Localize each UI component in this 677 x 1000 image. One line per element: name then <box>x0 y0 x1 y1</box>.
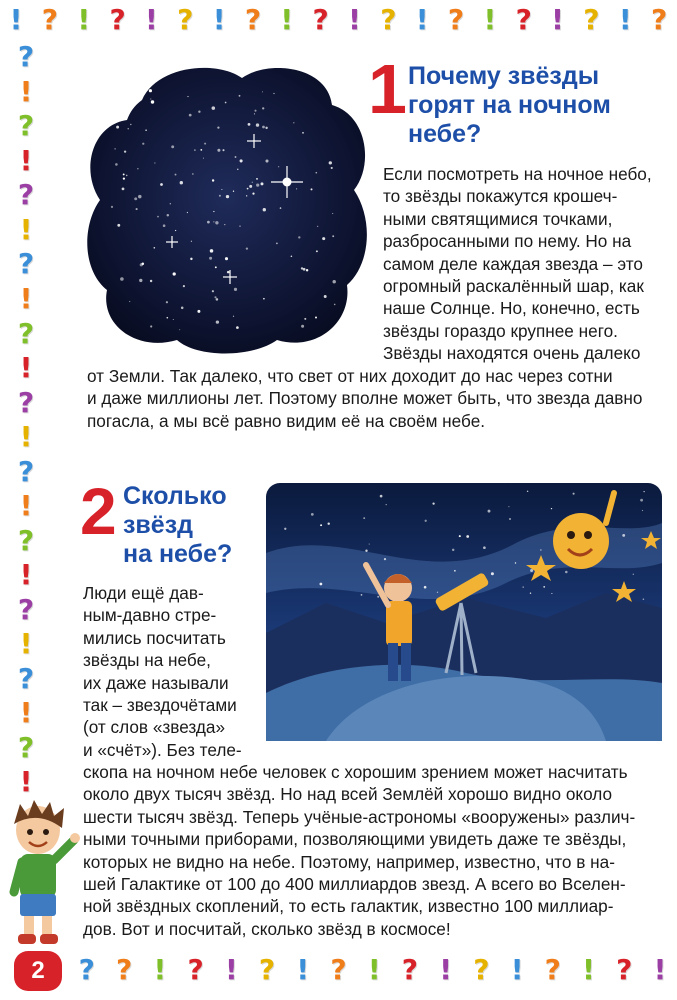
text-line: от Земли. Так далеко, что свет от них доходит до нас через сотни <box>87 366 613 386</box>
exclamation-mark-icon: ! <box>439 953 453 986</box>
exclamation-mark-icon: ! <box>19 696 33 730</box>
question-mark-icon: ? <box>109 3 126 36</box>
section-2-number: 2 <box>80 474 117 548</box>
section-1-title-line: горят на ночном <box>408 91 611 119</box>
text-line: разбросанными по нему. Но на <box>383 231 632 252</box>
page-number-badge: 2 <box>14 951 62 991</box>
text-line: звёзды на небе, <box>83 650 211 671</box>
question-mark-icon: ? <box>330 953 347 986</box>
question-mark-icon: ? <box>616 953 633 986</box>
exclamation-mark-icon: ! <box>212 3 226 36</box>
exclamation-mark-icon: ! <box>19 627 33 661</box>
text-line: (от слов «звезда» <box>83 717 226 738</box>
question-mark-icon: ? <box>17 730 35 764</box>
exclamation-mark-icon: ! <box>19 281 33 315</box>
question-mark-icon: ? <box>17 247 35 281</box>
text-line: скопа на ночном небе человек с хорошим зрением может насчитать <box>83 762 628 782</box>
exclamation-mark-icon: ! <box>415 3 429 36</box>
exclamation-mark-icon: ! <box>296 953 310 986</box>
exclamation-mark-icon: ! <box>653 953 667 986</box>
exclamation-mark-icon: ! <box>618 3 632 36</box>
section-2-text-full <box>83 761 635 940</box>
text-line: ными святящимися точками, <box>383 208 613 229</box>
question-mark-icon: ? <box>473 953 490 986</box>
exclamation-mark-icon: ! <box>19 420 33 454</box>
exclamation-mark-icon: ! <box>483 3 497 36</box>
section-1-number: 1 <box>368 50 407 128</box>
text-line: шести тысяч звёзд. Теперь учёные-астрономы «вооружены» различ- <box>83 806 636 827</box>
question-mark-icon: ? <box>401 953 419 986</box>
text-line: которых не видно на небе. Поэтому, например, известно, что в на- <box>83 851 615 872</box>
text-line: ным-давно стре- <box>83 605 217 626</box>
exclamation-mark-icon: ! <box>77 3 91 36</box>
question-mark-icon: ? <box>177 3 194 36</box>
question-mark-icon: ? <box>78 953 95 986</box>
exclamation-mark-icon: ! <box>19 212 33 246</box>
text-line: звёзды гораздо крупнее него. <box>383 320 618 341</box>
exclamation-mark-icon: ! <box>224 953 238 986</box>
question-mark-icon: ? <box>544 953 561 986</box>
question-mark-icon: ? <box>17 385 35 419</box>
text-line: то звёзды покажутся крошеч- <box>383 186 618 207</box>
exclamation-mark-icon: ! <box>19 143 33 177</box>
question-mark-icon: ? <box>17 316 35 350</box>
question-mark-icon: ? <box>17 454 35 488</box>
exclamation-mark-icon: ! <box>19 558 33 592</box>
text-line: огромный раскалённый шар, как <box>383 276 644 297</box>
section-2-title-line: на небе? <box>123 540 233 568</box>
text-line: мились посчитать <box>83 627 226 648</box>
text-line: и даже миллионы лет. Поэтому вполне может быть, что звезда давно <box>87 388 643 409</box>
question-mark-icon: ? <box>515 3 532 36</box>
question-mark-icon: ? <box>41 3 59 36</box>
left-border-marks <box>6 40 46 800</box>
exclamation-mark-icon: ! <box>19 489 33 523</box>
question-mark-icon: ? <box>312 3 329 36</box>
question-mark-icon: ? <box>17 592 35 626</box>
top-border-marks <box>0 2 677 38</box>
question-mark-icon: ? <box>583 3 600 36</box>
section-1-title-line: Почему звёзды <box>408 62 600 90</box>
exclamation-mark-icon: ! <box>367 953 381 986</box>
question-mark-icon: ? <box>187 953 204 986</box>
question-mark-icon: ? <box>380 3 397 36</box>
question-mark-icon: ? <box>116 953 133 986</box>
text-line: ной звёздных скоплений, то есть галактик, известно 100 миллиар- <box>83 896 614 917</box>
exclamation-mark-icon: ! <box>19 351 33 385</box>
boy-mascot-illustration <box>2 800 80 950</box>
text-line: Если посмотреть на ночное небо, <box>383 164 652 184</box>
exclamation-mark-icon: ! <box>551 3 564 36</box>
section-2-title <box>123 482 232 569</box>
section-1-title <box>408 62 611 149</box>
section-2-text-column <box>83 582 242 761</box>
exclamation-mark-icon: ! <box>19 74 33 108</box>
question-mark-icon: ? <box>244 3 262 36</box>
text-line: ными точными приборами, позволяющими увидеть даже те звёзды, <box>83 829 627 850</box>
exclamation-mark-icon: ! <box>510 953 524 986</box>
question-mark-icon: ? <box>447 3 465 36</box>
text-line: самом деле каждая звезда – это <box>383 253 643 274</box>
section-2-title-line: Сколько <box>123 482 227 510</box>
question-mark-icon: ? <box>17 661 35 695</box>
text-line: шей Галактике от 100 до 400 миллиардов звезд. А всего во Вселен- <box>83 874 626 895</box>
exclamation-mark-icon: ! <box>348 3 361 36</box>
question-mark-icon: ? <box>17 523 35 557</box>
starry-sky-illustration <box>82 60 372 358</box>
exclamation-mark-icon: ! <box>153 953 167 986</box>
text-line: Звёзды находятся очень далеко <box>383 343 641 364</box>
exclamation-mark-icon: ! <box>582 953 595 986</box>
exclamation-mark-icon: ! <box>19 765 33 799</box>
bottom-border-marks <box>68 950 677 990</box>
question-mark-icon: ? <box>17 109 35 143</box>
text-line: около двух тысяч звёзд. Но над всей Землёй хорошо видно около <box>83 784 613 805</box>
text-line: и «счёт»). Без теле- <box>83 739 242 760</box>
question-mark-icon: ? <box>258 953 276 986</box>
exclamation-mark-icon: ! <box>280 3 294 36</box>
question-mark-icon: ? <box>17 178 35 212</box>
section-1-title-line: небе? <box>408 120 482 148</box>
text-line: Люди ещё дав- <box>83 583 204 603</box>
section-2-title-line: звёзд <box>123 511 193 539</box>
exclamation-mark-icon: ! <box>9 3 23 36</box>
text-line: их даже называли <box>83 672 229 693</box>
telescope-scene-illustration <box>266 483 662 741</box>
question-mark-icon: ? <box>650 3 668 36</box>
text-line: так – звездочётами <box>83 695 237 716</box>
exclamation-mark-icon: ! <box>145 3 158 36</box>
text-line: дов. Вот и посчитай, сколько звёзд в космосе! <box>83 918 451 939</box>
text-line: наше Солнце. Но, конечно, есть <box>383 298 640 319</box>
text-line: погасла, а мы всё равно видим её на своём небе. <box>87 410 486 431</box>
question-mark-icon: ? <box>17 40 35 74</box>
section-1-text-column <box>383 163 652 365</box>
section-1-text-full <box>87 365 642 432</box>
